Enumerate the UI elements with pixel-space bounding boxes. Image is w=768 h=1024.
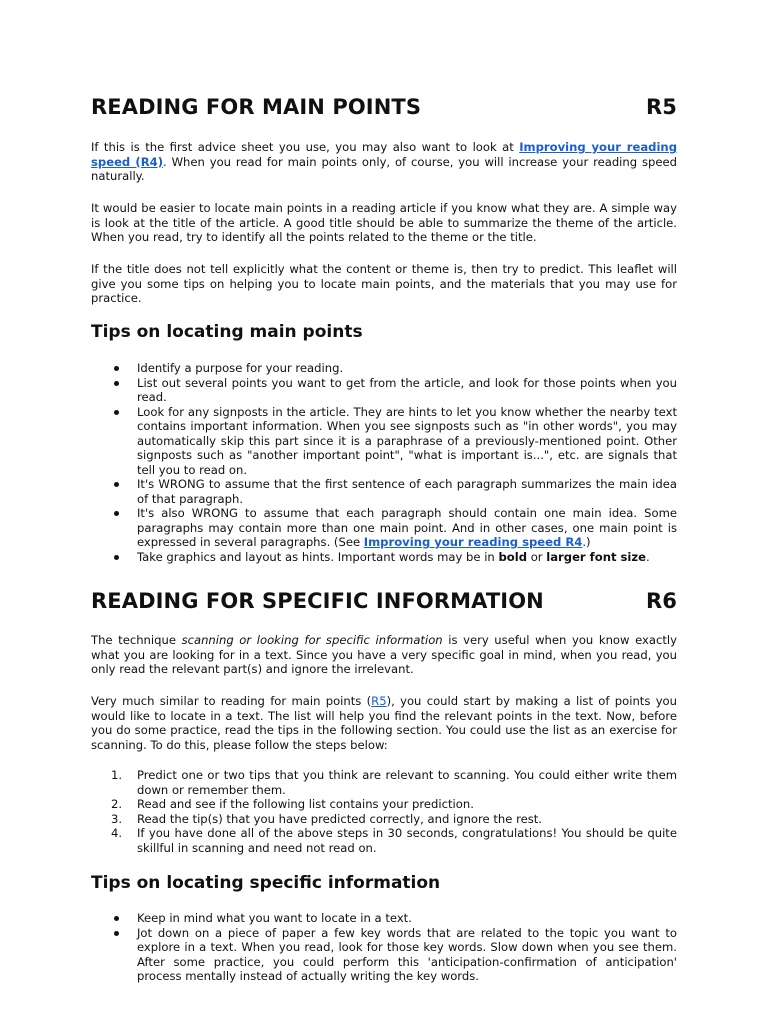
list-item-text: Jot down on a piece of paper a few key words that are related to the topic you want to explore in a text. When you read, look for those key words. Slow down when you see them. After some practice, you could perform this 'anticipation-confirmation of anticipation' process mentally instead of actually writing the key words. [137, 925, 677, 983]
intro-text-end: . When you read for main points only, of course, you will increase your reading speed naturally. [91, 154, 677, 183]
list-item-text: It's also WRONG to assume that each paragraph should contain one main idea. Some paragraphs may contain more than one main point. And in other cases, one main point is expressed in several paragraphs. (See [137, 506, 677, 549]
paragraph-main-points-definition: It would be easier to locate main points in a reading article if you know what they are. A simple way is look at the title of the article. A good title should be able to summarize the theme of the article. When you read, try to identify all the points related to the theme or the title. [91, 201, 677, 244]
section-code: R6 [646, 589, 677, 613]
section-heading-specific-info [91, 589, 677, 613]
list-item [91, 405, 677, 478]
list-item-text: It's WRONG to assume that the first sentence of each paragraph summarizes the main idea of that paragraph. [137, 477, 677, 506]
tips-list-main-points [91, 361, 677, 564]
bullet-icon [114, 931, 119, 936]
bullet-icon [114, 381, 119, 386]
bullet-icon [114, 410, 119, 415]
paragraph-text-end: ), you could start by making a list of points you would like to locate in a text. The list will help you find the relevant points in the text. Now, before you do some practice, read the tips in the following section. You could use the list as an exercise for scanning. To do this, please follow the steps below: [91, 694, 677, 752]
section-heading-main-points [91, 95, 677, 119]
bullet-icon [114, 366, 119, 371]
intro-paragraph [91, 140, 677, 184]
intro-text: The technique [91, 633, 182, 647]
intro-text-end: is very useful when you know exactly what you are looking for in a text. Since you have a very specific goal in mind, when you read, you only read the relevant part(s) and ignore the irrelevant. [91, 633, 677, 676]
list-item [91, 812, 677, 827]
list-item [91, 477, 677, 506]
bold-word: bold [498, 549, 528, 564]
tips-heading-main-points: Tips on locating main points [91, 322, 363, 342]
bullet-icon [114, 511, 119, 516]
bullet-icon [114, 555, 119, 560]
italic-term: scanning or looking for specific information [181, 633, 443, 647]
list-item [91, 361, 677, 376]
list-number: 3. [111, 811, 123, 826]
list-item [91, 911, 677, 926]
list-item-text: Read the tip(s) that you have predicted correctly, and ignore the rest. [137, 811, 542, 826]
tips-list-specific-info [91, 911, 677, 984]
list-item-text: Take graphics and layout as hints. Important words may be in [137, 549, 499, 564]
list-item-text: Look for any signposts in the article. They are hints to let you know whether the nearby text contains important information. When you see signposts such as "in other words", you may automatically skip this part since it is a paraphrase of a previously-mentioned point. Other signposts such as "another important point", "what is important is...", etc. are signals that tell you to read on. [137, 404, 677, 477]
list-item-text-end: . [646, 549, 650, 564]
bullet-icon [114, 916, 119, 921]
list-item-text: Identify a purpose for your reading. [137, 361, 344, 375]
list-item-text: Predict one or two tips that you think are relevant to scanning. You could either write them down or remember them. [137, 768, 677, 797]
list-item-text-mid: or [527, 549, 547, 564]
list-item [91, 506, 677, 550]
list-item [91, 926, 677, 984]
section-title: READING FOR SPECIFIC INFORMATION [91, 589, 544, 613]
list-item [91, 376, 677, 405]
intro-text: If this is the first advice sheet you use, you may also want to look at [91, 140, 520, 154]
list-item-text-end: .) [582, 535, 591, 549]
tips-heading-specific-info: Tips on locating specific information [91, 873, 441, 893]
scanning-intro-paragraph [91, 633, 677, 677]
steps-list [91, 768, 677, 855]
section-code: R5 [646, 95, 677, 119]
list-item-text: List out several points you want to get from the article, and look for those points when you read. [137, 375, 677, 404]
list-item [91, 768, 677, 797]
r5-link[interactable]: R5 [371, 694, 387, 708]
paragraph-predict-theme: If the title does not tell explicitly what the content or theme is, then try to predict. This leaflet will give you some tips on helping you to locate main points, and the materials that you may use for practice. [91, 262, 677, 305]
scanning-method-paragraph [91, 694, 677, 752]
improving-reading-speed-link[interactable]: Improving your reading speed (R4) [91, 140, 677, 169]
bullet-icon [114, 482, 119, 487]
list-item-text: Keep in mind what you want to locate in a text. [137, 911, 412, 925]
list-item [91, 797, 677, 812]
bold-phrase: larger font size [546, 549, 647, 564]
list-item [91, 550, 677, 565]
list-number: 1. [111, 768, 123, 782]
list-number: 4. [111, 826, 123, 840]
list-number: 2. [111, 797, 123, 811]
improving-reading-speed-r4-link[interactable]: Improving your reading speed R4 [363, 535, 583, 549]
paragraph-text: Very much similar to reading for main points ( [91, 694, 372, 708]
list-item-text: If you have done all of the above steps in 30 seconds, congratulations! You should be quite skillful in scanning and need not read on. [137, 826, 677, 855]
list-item-text: Read and see if the following list contains your prediction. [137, 797, 474, 811]
section-title: READING FOR MAIN POINTS [91, 95, 422, 119]
list-item [91, 826, 677, 855]
